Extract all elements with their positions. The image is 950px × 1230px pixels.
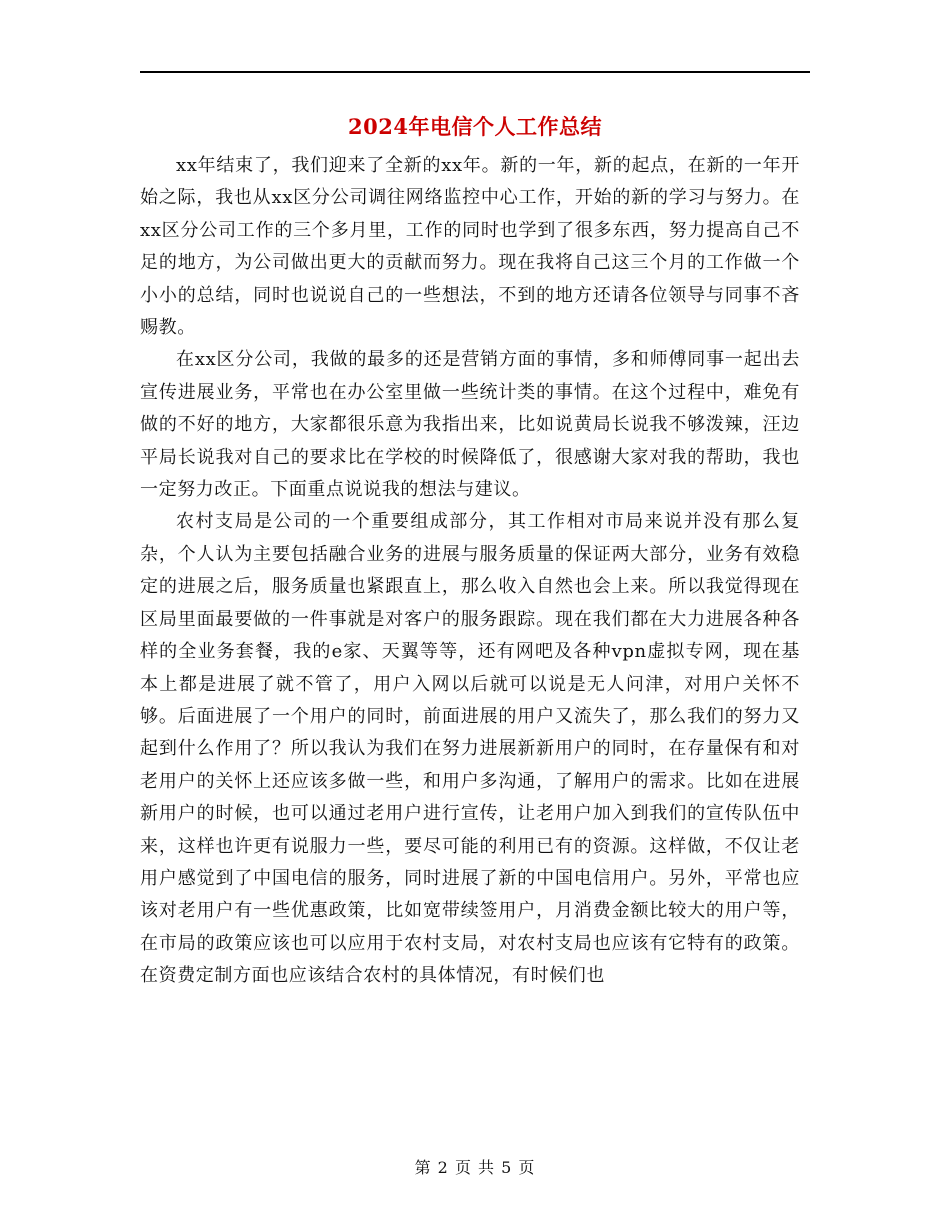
paragraph-2: 在xx区分公司，我做的最多的还是营销方面的事情，多和师傅同事一起出去宣传进展业务，平常也在办公室里做一些统计类的事情。在这个过程中，难免有做的不好的地方，大家都很乐意为我指出来，比如说黄局长说我不够泼辣，汪边平局长说我对自己的要求比在学校的时候降低了，很感谢大家对我的帮助，我也一定努力改正。下面重点说说我的想法与建议。	[140, 349, 800, 501]
document-title: 2024年电信个人工作总结	[348, 114, 602, 139]
header-rule	[140, 71, 810, 73]
page-number-footer: 第 2 页 共 5 页	[414, 1158, 536, 1177]
document-body	[140, 150, 800, 993]
paragraph-3: 农村支局是公司的一个重要组成部分，其工作相对市局来说并没有那么复杂，个人认为主要包括融合业务的进展与服务质量的保证两大部分，业务有效稳定的进展之后，服务质量也紧跟直上，那么收入自然也会上来。所以我觉得现在区局里面最要做的一件事就是对客户的服务跟踪。现在我们都在大力进展各种各样的全业务套餐，我的e家、天翼等等，还有网吧及各种vpn虚拟专网，现在基本上都是进展了就不管了，用户入网以后就可以说是无人问津，对用户关怀不够。后面进展了一个用户的同时，前面进展的用户又流失了，那么我们的努力又起到什么作用了？所以我认为我们在努力进展新新用户的同时，在存量保有和对老用户的关怀上还应该多做一些，和用户多沟通，了解用户的需求。比如在进展新用户的时候，也可以通过老用户进行宣传，让老用户加入到我们的宣传队伍中来，这样也许更有说服力一些，要尽可能的利用已有的资源。这样做，不仅让老用户感觉到了中国电信的服务，同时进展了新的中国电信用户。另外，平常也应该对老用户有一些优惠政策，比如宽带续签用户，月消费金额比较大的用户等，在市局的政策应该也可以应用于农村支局，对农村支局也应该有它特有的政策。在资费定制方面也应该结合农村的具体情况，有时候们也	[140, 511, 800, 987]
paragraph-1: xx年结束了，我们迎来了全新的xx年。新的一年，新的起点，在新的一年开始之际，我也从xx区分公司调往网络监控中心工作，开始的新的学习与努力。在xx区分公司工作的三个多月里，工作的同时也学到了很多东西，努力提高自己不足的地方，为公司做出更大的贡献而努力。现在我将自己这三个月的工作做一个小小的总结，同时也说说自己的一些想法，不到的地方还请各位领导与同事不吝赐教。	[140, 155, 800, 339]
